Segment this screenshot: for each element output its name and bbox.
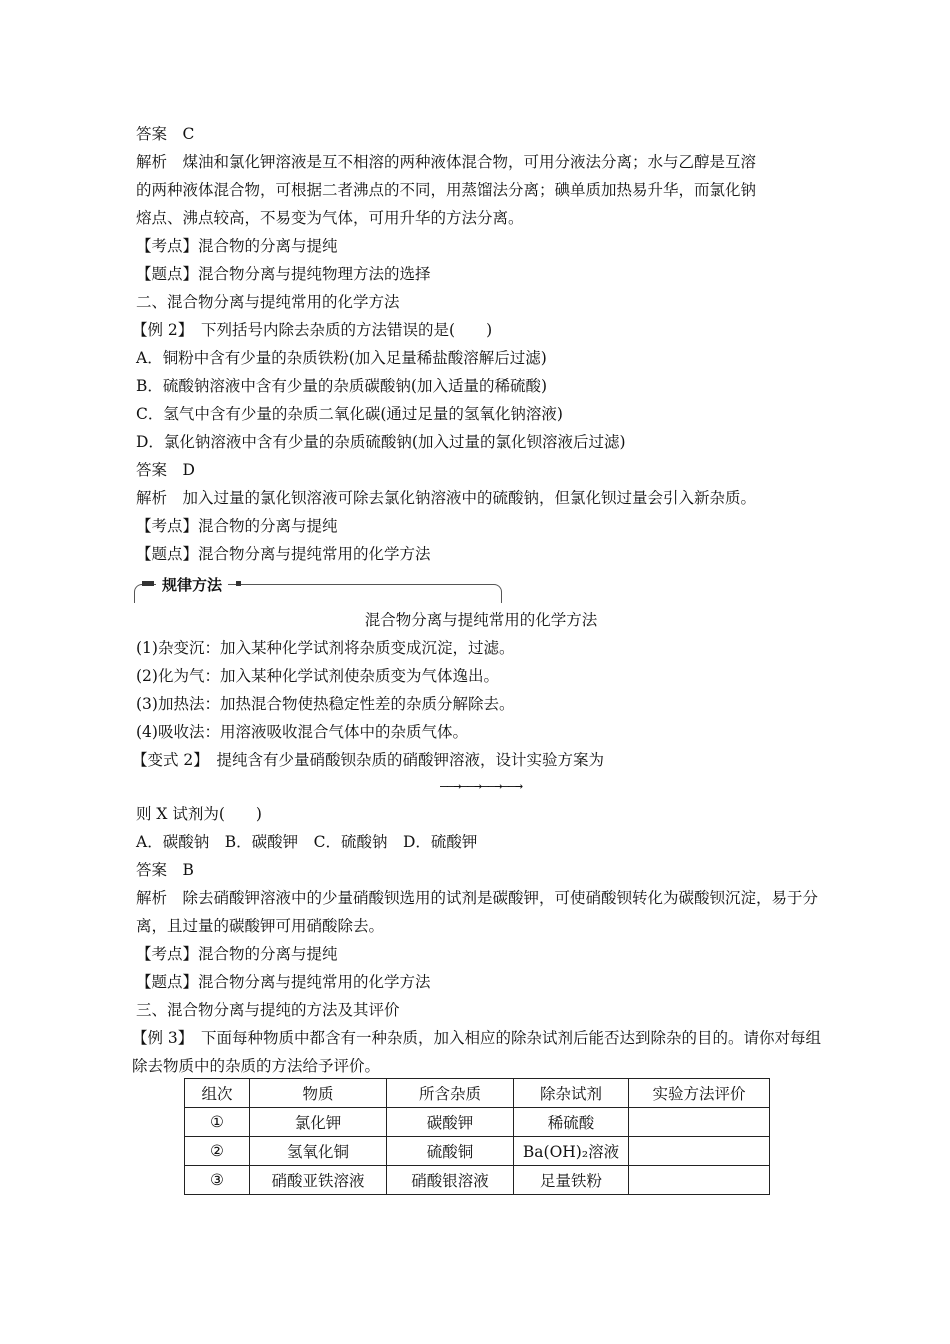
analysis-1-line-3: 熔点、沸点较高，不易变为气体，可用升华的方法分离。	[136, 209, 524, 227]
tidian-1: 【题点】混合物分离与提纯物理方法的选择	[136, 265, 431, 283]
kaodian-1: 【考点】混合物的分离与提纯	[136, 237, 338, 255]
kaodian-3: 【考点】混合物的分离与提纯	[136, 945, 338, 963]
table-row	[185, 1166, 770, 1195]
example-2-option-c: C．氢气中含有少量的杂质二氧化碳(通过足量的氢氧化钠溶液)	[136, 405, 563, 423]
table-cell: Ba(OH)₂溶液	[514, 1137, 629, 1166]
answer-3: 答案 B	[136, 861, 194, 879]
evaluation-table	[184, 1078, 770, 1195]
example-2-option-a: A．铜粉中含有少量的杂质铁粉(加入足量稀盐酸溶解后过滤)	[136, 349, 547, 367]
flow-arrows: ——→——→——→——→	[440, 779, 522, 794]
table-cell: ①	[185, 1108, 250, 1137]
table-cell: 硝酸银溶液	[387, 1166, 514, 1195]
kaodian-2: 【考点】混合物的分离与提纯	[136, 517, 338, 535]
table-cell	[629, 1166, 770, 1195]
table-cell: ③	[185, 1166, 250, 1195]
table-row	[185, 1108, 770, 1137]
method-box-dash	[142, 581, 154, 586]
example-3-question: 【例 3】 下面每种物质中都含有一种杂质，加入相应的除杂试剂后能否达到除杂的目的。请你对每组除去物质中的杂质的方法给予评价。	[132, 1029, 822, 1075]
example-2-option-d: D．氯化钠溶液中含有少量的杂质硫酸钠(加入过量的氯化钡溶液后过滤)	[136, 433, 626, 451]
variant-2-question: 【变式 2】 提纯含有少量硝酸钡杂质的硝酸钾溶液，设计实验方案为	[132, 751, 605, 769]
method-item-1: (1)杂变沉：加入某种化学试剂将杂质变成沉淀，过滤。	[136, 639, 515, 657]
table-cell: 氯化钾	[250, 1108, 387, 1137]
analysis-2: 解析 加入过量的氯化钡溶液可除去氯化钠溶液中的硫酸钠，但氯化钡过量会引入新杂质。	[136, 489, 757, 507]
method-box-title: 规律方法	[156, 574, 228, 595]
method-heading: 混合物分离与提纯常用的化学方法	[364, 611, 598, 629]
table-cell: 碳酸钾	[387, 1108, 514, 1137]
variant-2-prompt: 则 X 试剂为( )	[136, 805, 262, 823]
analysis-1-line-1: 解析 煤油和氯化钾溶液是互不相溶的两种液体混合物，可用分液法分离；水与乙醇是互溶	[136, 153, 757, 171]
section-2-heading: 二、混合物分离与提纯常用的化学方法	[136, 293, 400, 311]
table-header: 组次	[185, 1079, 250, 1108]
method-box-header	[134, 576, 502, 606]
table-row	[185, 1137, 770, 1166]
method-box-square	[236, 581, 241, 586]
table-header: 除杂试剂	[514, 1079, 629, 1108]
table-cell: 稀硫酸	[514, 1108, 629, 1137]
table-cell	[629, 1137, 770, 1166]
table-header-row	[185, 1079, 770, 1108]
table-cell: 足量铁粉	[514, 1166, 629, 1195]
answer-2: 答案 D	[136, 461, 195, 479]
method-item-2: (2)化为气：加入某种化学试剂使杂质变为气体逸出。	[136, 667, 499, 685]
table-cell: 硝酸亚铁溶液	[250, 1166, 387, 1195]
example-2-question: 【例 2】 下列括号内除去杂质的方法错误的是( )	[132, 321, 493, 339]
document-body	[132, 120, 826, 1080]
tidian-3: 【题点】混合物分离与提纯常用的化学方法	[136, 973, 431, 991]
table-cell	[629, 1108, 770, 1137]
table-cell: ②	[185, 1137, 250, 1166]
table-cell: 硫酸铜	[387, 1137, 514, 1166]
table-header: 实验方法评价	[629, 1079, 770, 1108]
tidian-2: 【题点】混合物分离与提纯常用的化学方法	[136, 545, 431, 563]
method-item-3: (3)加热法：加热混合物使热稳定性差的杂质分解除去。	[136, 695, 515, 713]
section-3-heading: 三、混合物分离与提纯的方法及其评价	[136, 1001, 400, 1019]
table-cell: 氢氧化铜	[250, 1137, 387, 1166]
analysis-3: 解析 除去硝酸钾溶液中的少量硝酸钡选用的试剂是碳酸钾，可使硝酸钡转化为碳酸钡沉淀，易于分离，且过量的碳酸钾可用硝酸除去。	[136, 889, 819, 935]
example-2-option-b: B．硫酸钠溶液中含有少量的杂质碳酸钠(加入适量的稀硫酸)	[136, 377, 547, 395]
table-header: 物质	[250, 1079, 387, 1108]
analysis-1-line-2: 的两种液体混合物，可根据二者沸点的不同，用蒸馏法分离；碘单质加热易升华，而氯化钠	[136, 181, 757, 199]
variant-2-options: A．碳酸钠 B．碳酸钾 C．硫酸钠 D．硫酸钾	[136, 833, 478, 851]
table-header: 所含杂质	[387, 1079, 514, 1108]
method-item-4: (4)吸收法：用溶液吸收混合气体中的杂质气体。	[136, 723, 468, 741]
answer-1: 答案 C	[136, 125, 195, 143]
